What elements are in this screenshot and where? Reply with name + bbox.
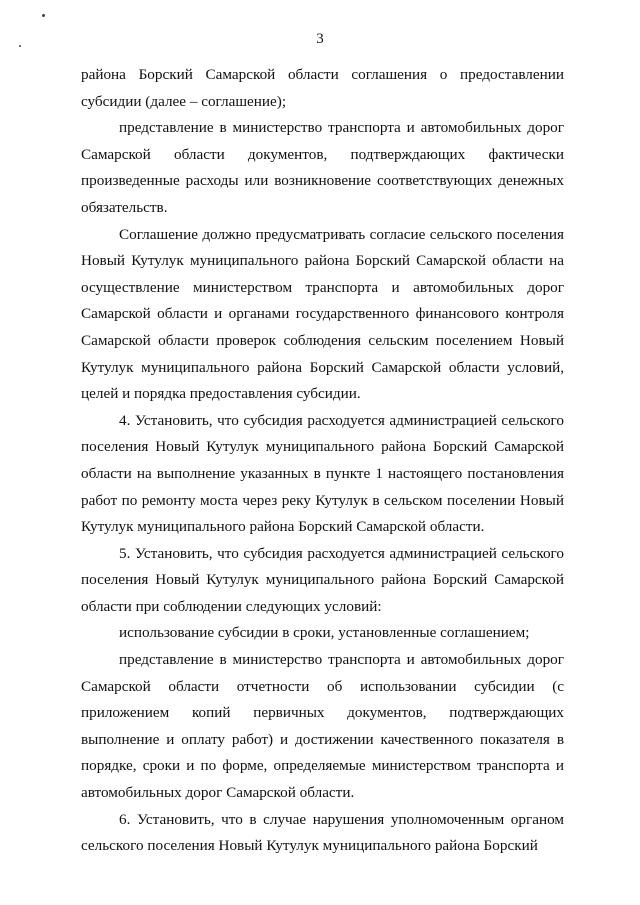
paragraph-5: 5. Установить, что субсидия расходуется администрацией сельского поселения Новый Кутулук муниципального района Борский Самарской области при соблюдении следующих условий: <box>81 544 564 615</box>
paragraph-3: Соглашение должно предусматривать согласие сельского поселения Новый Кутулук муниципального района Борский Самарской области на осуществление министерством транспорта и автомобильных дорог Самарской области и органами государственного финансового контроля Самарской области проверок соблюдения сельским поселением Новый Кутулук муниципального района Борский Самарской области условий, целей и порядка предоставления субсидии. <box>81 225 564 403</box>
document-body <box>81 62 564 860</box>
page-number: 3 <box>316 31 324 47</box>
paragraph-7: представление в министерство транспорта и автомобильных дорог Самарской области отчетности об использовании субсидии (с приложением копий первичных документов, подтверждающих выполнение и оплату работ) и достижении качественного показателя в порядке, сроки и по форме, определяемые министерством транспорта и автомобильных дорог Самарской области. <box>81 651 564 802</box>
paragraph-6: использование субсидии в сроки, установленные соглашением; <box>119 624 530 642</box>
paragraph-1: района Борский Самарской области соглашения о предоставлении субсидии (далее – соглашение); <box>81 66 564 110</box>
paragraph-2: представление в министерство транспорта и автомобильных дорог Самарской области документов, подтверждающих фактически произведенные расходы или возникновение соответствующих денежных обязательств. <box>81 119 564 216</box>
scan-speck <box>42 14 45 17</box>
paragraph-4: 4. Установить, что субсидия расходуется администрацией сельского поселения Новый Кутулук муниципального района Борский Самарской области на выполнение указанных в пункте 1 настоящего постановления работ по ремонту моста через реку Кутулук в сельском поселении Новый Кутулук муниципального района Борский Самарской области. <box>81 411 564 536</box>
paragraph-8: 6. Установить, что в случае нарушения уполномоченным органом сельского поселения Новый Кутулук муниципального района Борский <box>81 810 564 855</box>
